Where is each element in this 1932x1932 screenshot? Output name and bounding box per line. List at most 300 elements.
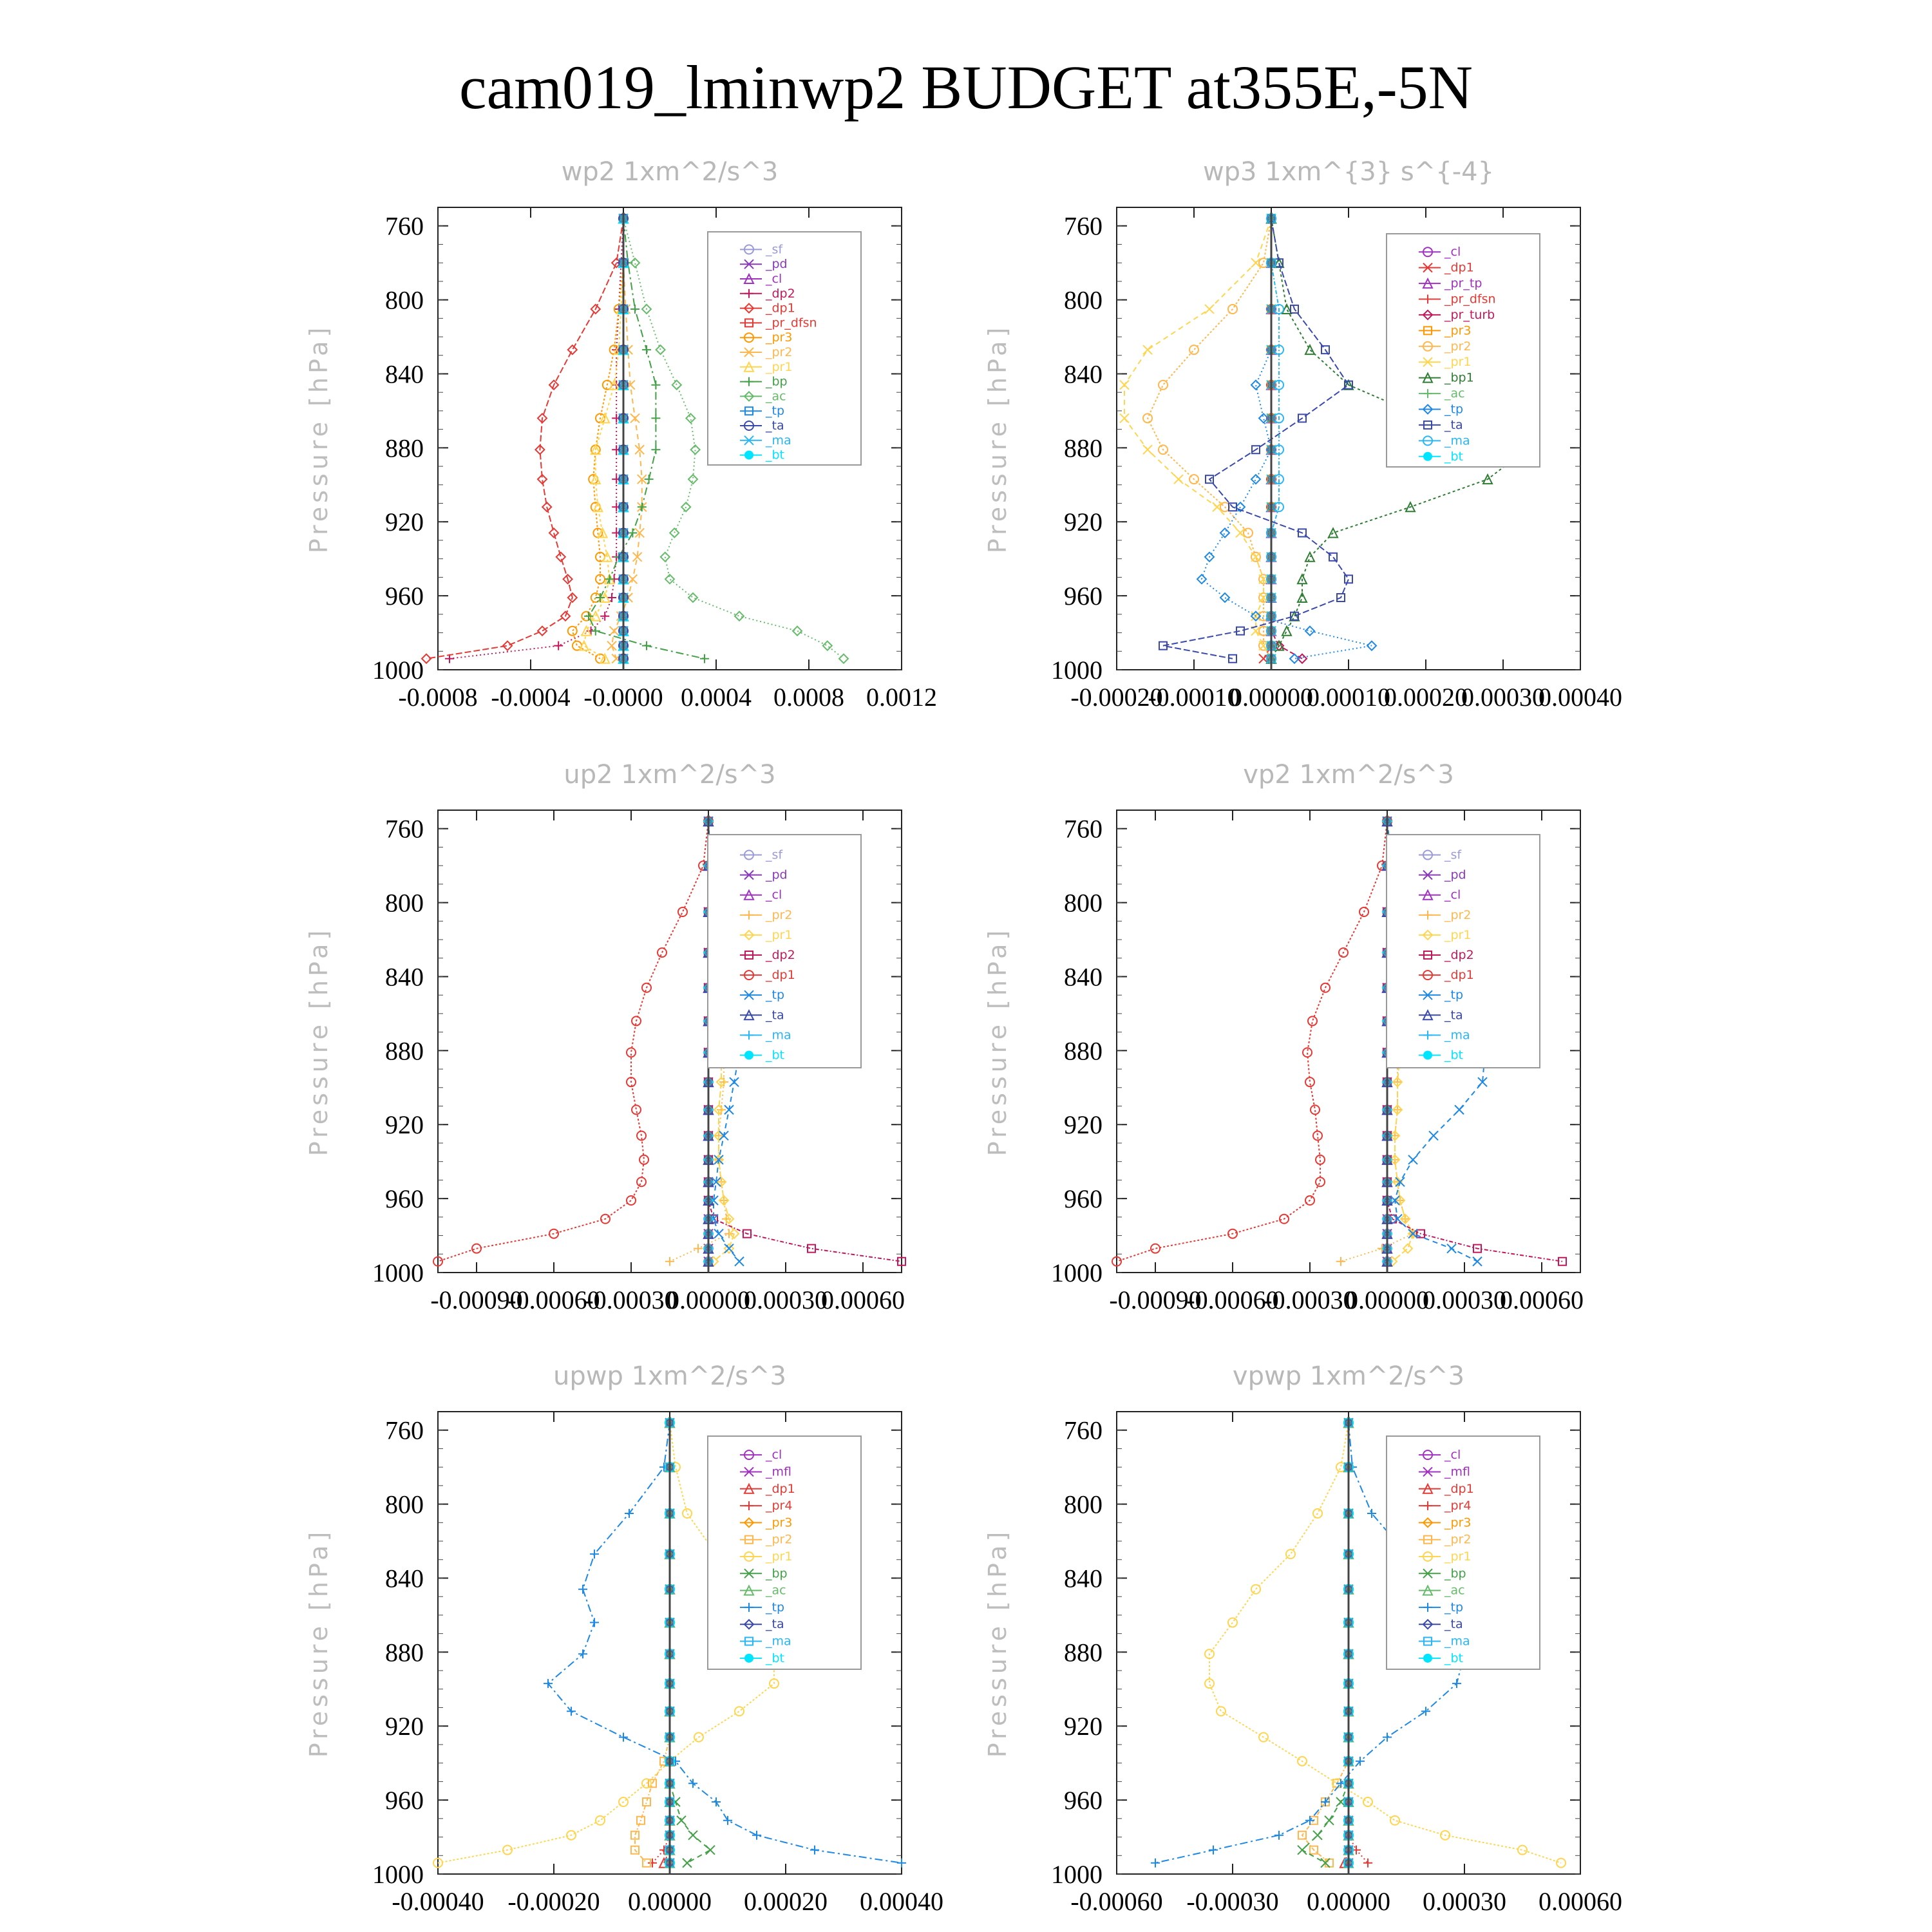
x-tick-label: 0.00000 xyxy=(667,1285,750,1314)
x-tick-label: 0.00060 xyxy=(1500,1285,1584,1314)
y-tick-label: 1000 xyxy=(1051,1860,1103,1889)
data-point xyxy=(724,1244,734,1253)
data-point xyxy=(1217,1707,1226,1716)
legend-label: _pd xyxy=(1444,867,1466,882)
legend-label: _cl xyxy=(1444,1448,1461,1463)
data-point xyxy=(591,627,600,636)
legend xyxy=(708,835,861,1068)
data-point xyxy=(752,1831,761,1840)
x-tick-label: -0.00010 xyxy=(1148,683,1240,712)
panel-5 xyxy=(305,1361,943,1916)
series-line xyxy=(584,218,623,659)
x-tick-label: -0.00030 xyxy=(585,1285,677,1314)
legend-label: _pr1 xyxy=(766,1549,793,1564)
x-tick-label: 0.0004 xyxy=(681,683,752,712)
y-tick-label: 920 xyxy=(385,1712,424,1741)
legend-label: _tp xyxy=(766,988,785,1003)
x-tick-label: 0.00000 xyxy=(1345,1285,1429,1314)
data-point xyxy=(651,445,660,454)
y-tick-label: 760 xyxy=(1064,814,1103,844)
y-tick-label: 880 xyxy=(1064,1638,1103,1667)
y-tick-label: 760 xyxy=(1064,1416,1103,1445)
data-point xyxy=(1336,1257,1345,1266)
legend-label: _bt xyxy=(1444,1048,1464,1063)
legend-label: _ac xyxy=(1444,1583,1465,1598)
legend-label: _tp xyxy=(766,1600,785,1615)
data-point xyxy=(1228,1618,1237,1627)
data-point xyxy=(793,627,802,636)
data-point xyxy=(1305,345,1314,354)
y-tick-label: 760 xyxy=(385,211,424,241)
data-point xyxy=(538,627,547,636)
data-point xyxy=(706,1846,715,1855)
legend-label: _bp xyxy=(766,1566,788,1581)
legend-label: _sf xyxy=(1444,848,1462,862)
series-tp xyxy=(1197,214,1376,663)
legend-label: _mfl xyxy=(766,1464,791,1479)
data-point xyxy=(1143,445,1152,454)
legend-label: _ma xyxy=(1444,1028,1470,1043)
legend-label: _cl xyxy=(766,1448,782,1463)
data-point xyxy=(596,1816,605,1825)
legend-label: _ac xyxy=(1444,386,1465,401)
data-point xyxy=(639,1155,649,1164)
data-point xyxy=(1205,1679,1214,1688)
y-tick-label: 760 xyxy=(385,1416,424,1445)
y-tick-label: 960 xyxy=(1064,1184,1103,1214)
data-point xyxy=(1298,1846,1307,1855)
panel-2 xyxy=(983,157,1622,712)
series-dp1 xyxy=(433,817,713,1266)
y-tick-label: 800 xyxy=(385,1490,424,1519)
data-point xyxy=(683,1509,692,1518)
data-point xyxy=(1390,1816,1399,1825)
y-tick-label: 800 xyxy=(385,888,424,918)
data-point xyxy=(651,413,660,422)
data-point xyxy=(683,1859,692,1868)
y-tick-label: 800 xyxy=(1064,285,1103,315)
y-tick-label: 920 xyxy=(1064,1110,1103,1140)
legend-label: _pr2 xyxy=(766,1532,793,1547)
data-point xyxy=(712,1797,721,1806)
legend-label: _pr_tp xyxy=(1444,276,1482,291)
legend-label: _ma xyxy=(1444,1634,1470,1649)
y-tick-label: 800 xyxy=(385,285,424,315)
legend-label: _mfl xyxy=(1444,1464,1470,1479)
legend-marker xyxy=(744,451,753,460)
data-point xyxy=(665,1257,674,1266)
legend-label: _pr1 xyxy=(766,927,793,942)
series-line xyxy=(652,1423,670,1863)
y-tick-label: 760 xyxy=(1064,211,1103,241)
legend-label: _cl xyxy=(1444,887,1461,902)
panel-1 xyxy=(305,157,937,712)
data-point xyxy=(568,627,577,636)
legend-label: _pr1 xyxy=(766,359,793,374)
legend-marker xyxy=(1423,1654,1432,1663)
x-tick-label: -0.0008 xyxy=(398,683,478,712)
y-tick-label: 840 xyxy=(1064,962,1103,992)
series-line xyxy=(635,1423,670,1863)
y-tick-label: 880 xyxy=(1064,1036,1103,1066)
series-pr1 xyxy=(1120,214,1276,663)
data-point xyxy=(556,553,565,562)
data-point xyxy=(642,641,651,650)
data-point xyxy=(735,1257,744,1266)
data-point xyxy=(1305,1816,1314,1825)
data-point xyxy=(627,1196,636,1205)
legend-label: _bt xyxy=(1444,449,1464,464)
series-line xyxy=(1163,218,1349,659)
legend-label: _pr2 xyxy=(766,907,793,922)
legend-marker xyxy=(1423,452,1432,461)
legend-label: _ta xyxy=(1444,1008,1463,1023)
legend-label: _bt xyxy=(1444,1651,1464,1665)
data-point xyxy=(1174,475,1183,484)
y-tick-label: 1000 xyxy=(1051,1258,1103,1287)
legend-label: _pr4 xyxy=(766,1499,793,1513)
data-point xyxy=(723,1816,732,1825)
data-point xyxy=(823,641,832,650)
legend-label: _pr1 xyxy=(1444,355,1472,370)
series-pr2 xyxy=(1143,214,1276,663)
x-tick-label: -0.00090 xyxy=(430,1285,523,1314)
y-axis-label: Pressure [hPa] xyxy=(305,323,333,554)
series-line xyxy=(670,1423,710,1863)
data-point xyxy=(600,612,609,621)
y-tick-label: 840 xyxy=(1064,359,1103,389)
y-tick-label: 960 xyxy=(1064,582,1103,611)
series-line xyxy=(438,821,708,1262)
legend-label: _ta xyxy=(766,419,784,433)
y-tick-label: 920 xyxy=(1064,1712,1103,1741)
series-line xyxy=(1349,1423,1368,1863)
y-tick-label: 1000 xyxy=(372,1860,424,1889)
y-tick-label: 840 xyxy=(1064,1564,1103,1593)
legend-label: _ta xyxy=(1444,1617,1463,1632)
data-point xyxy=(637,1177,646,1186)
data-point xyxy=(1518,1846,1527,1855)
legend-label: _sf xyxy=(766,848,783,862)
legend-label: _dp2 xyxy=(766,286,795,301)
legend-marker xyxy=(744,1654,753,1663)
data-point xyxy=(1189,345,1198,354)
legend-label: _pr2 xyxy=(1444,907,1472,922)
x-tick-label: -0.00020 xyxy=(1070,683,1163,712)
data-point xyxy=(1298,593,1307,602)
y-tick-label: 840 xyxy=(385,962,424,992)
x-tick-label: -0.0004 xyxy=(491,683,571,712)
series-dp1 xyxy=(422,214,628,663)
legend-label: _dp2 xyxy=(766,948,795,962)
panel-title: upwp 1xm^2/s^3 xyxy=(553,1361,786,1391)
x-tick-label: -0.00060 xyxy=(507,1285,600,1314)
x-tick-label: 0.00060 xyxy=(1539,1887,1622,1916)
data-point xyxy=(1274,1831,1283,1840)
x-tick-label: -0.00040 xyxy=(392,1887,484,1916)
data-point xyxy=(1159,381,1168,390)
legend-label: _tp xyxy=(1444,988,1464,1003)
data-point xyxy=(1473,1257,1482,1266)
panel-4 xyxy=(983,760,1584,1314)
legend-marker xyxy=(1423,1050,1432,1059)
y-tick-label: 960 xyxy=(385,1786,424,1815)
x-tick-label: 0.00040 xyxy=(1539,683,1622,712)
y-tick-label: 920 xyxy=(1064,507,1103,537)
legend-label: _pr2 xyxy=(1444,339,1472,354)
legend-label: _ta xyxy=(766,1008,784,1023)
series-line xyxy=(1302,1423,1349,1863)
legend xyxy=(1387,835,1540,1068)
y-tick-label: 800 xyxy=(1064,888,1103,918)
data-point xyxy=(1220,528,1229,537)
series-dp1 xyxy=(1112,817,1392,1266)
panel-title: wp2 1xm^2/s^3 xyxy=(561,157,779,187)
legend-marker xyxy=(744,1050,753,1059)
data-point xyxy=(610,627,619,636)
x-tick-label: 0.00040 xyxy=(860,1887,943,1916)
legend-label: _pr3 xyxy=(1444,1515,1472,1530)
data-point xyxy=(677,1816,686,1825)
legend-label: _pr3 xyxy=(1444,323,1472,338)
data-point xyxy=(1452,1679,1461,1688)
data-point xyxy=(1251,553,1260,562)
x-tick-label: 0.0012 xyxy=(866,683,937,712)
legend-label: _cl xyxy=(1444,245,1461,260)
data-point xyxy=(1305,553,1314,562)
data-point xyxy=(656,345,665,354)
y-axis-label: Pressure [hPa] xyxy=(983,1528,1012,1758)
x-tick-label: -0.00060 xyxy=(1186,1285,1279,1314)
legend-label: _ma xyxy=(1444,433,1470,448)
panel-title: up2 1xm^2/s^3 xyxy=(564,760,776,790)
panel-3 xyxy=(305,760,905,1314)
x-tick-label: 0.00030 xyxy=(1423,1887,1506,1916)
series-line xyxy=(1302,1423,1349,1863)
legend-label: _ac xyxy=(766,1583,786,1598)
legend-label: _ac xyxy=(766,389,786,404)
legend-label: _pr1 xyxy=(1444,927,1472,942)
y-tick-label: 920 xyxy=(385,507,424,537)
data-point xyxy=(578,1649,587,1658)
series-ta xyxy=(1159,214,1352,663)
legend-label: _ma xyxy=(766,433,791,448)
data-point xyxy=(1290,612,1299,621)
legend-label: _pr_dfsn xyxy=(766,316,817,330)
data-point xyxy=(700,654,709,663)
y-axis-label: Pressure [hPa] xyxy=(305,926,333,1157)
data-point xyxy=(670,528,679,537)
y-axis-label: Pressure [hPa] xyxy=(983,323,1012,554)
x-tick-label: 0.0008 xyxy=(773,683,844,712)
x-tick-label: -0.00030 xyxy=(1264,1285,1356,1314)
legend-label: _ta xyxy=(1444,417,1463,432)
legend-label: _pr4 xyxy=(1444,1499,1472,1513)
x-tick-label: 0.00020 xyxy=(1384,683,1468,712)
data-point xyxy=(688,1831,697,1840)
legend-label: _cl xyxy=(766,272,782,286)
legend-label: _bt xyxy=(766,1651,785,1665)
legend-label: _dp1 xyxy=(1444,260,1474,275)
data-point xyxy=(688,593,697,602)
data-point xyxy=(735,1707,744,1716)
x-tick-label: -0.00060 xyxy=(1070,1887,1163,1916)
x-tick-label: 0.00030 xyxy=(1461,683,1545,712)
data-point xyxy=(1282,627,1291,636)
y-tick-label: 840 xyxy=(385,1564,424,1593)
data-point xyxy=(1363,1859,1372,1868)
data-point xyxy=(1251,381,1260,390)
y-tick-label: 880 xyxy=(385,1638,424,1667)
series-line xyxy=(1117,821,1387,1262)
legend-label: _dp1 xyxy=(766,301,795,316)
legend-label: _cl xyxy=(766,887,782,902)
y-tick-label: 880 xyxy=(385,433,424,463)
data-point xyxy=(1143,345,1152,354)
legend-label: _bp1 xyxy=(1444,370,1474,385)
legend-label: _pr1 xyxy=(1444,1549,1472,1564)
panel-6 xyxy=(983,1361,1622,1916)
data-point xyxy=(1151,1244,1160,1253)
x-tick-label: -0.00030 xyxy=(1186,1887,1279,1916)
data-point xyxy=(643,1798,650,1806)
legend-label: _dp2 xyxy=(1444,948,1474,962)
data-point xyxy=(1313,1831,1322,1840)
data-point xyxy=(810,1846,819,1855)
data-point xyxy=(1286,1549,1295,1558)
y-tick-label: 1000 xyxy=(372,656,424,685)
data-point xyxy=(1220,593,1229,602)
data-point xyxy=(694,1244,703,1253)
data-point xyxy=(1120,413,1129,422)
data-point xyxy=(1151,1859,1160,1868)
legend-label: _pd xyxy=(766,867,788,882)
data-point xyxy=(688,475,697,484)
x-tick-label: 0.00000 xyxy=(628,1887,712,1916)
legend-label: _ma xyxy=(766,1634,791,1649)
y-tick-label: 960 xyxy=(385,582,424,611)
data-point xyxy=(686,413,695,422)
legend-label: _tp xyxy=(1444,1600,1464,1615)
legend-label: _pr2 xyxy=(1444,1532,1472,1547)
data-point xyxy=(1429,1131,1438,1140)
legend-label: _bt xyxy=(766,448,785,462)
x-tick-label: 0.00000 xyxy=(1307,1887,1390,1916)
data-point xyxy=(1120,381,1129,390)
panel-title: vpwp 1xm^2/s^3 xyxy=(1232,1361,1465,1391)
legend-label: _bp xyxy=(1444,1566,1466,1581)
x-tick-label: 0.00010 xyxy=(1307,683,1390,712)
data-point xyxy=(1316,1177,1325,1186)
y-tick-label: 880 xyxy=(1064,433,1103,463)
legend-label: _pr3 xyxy=(766,330,793,345)
data-point xyxy=(578,1585,587,1594)
y-tick-label: 880 xyxy=(385,1036,424,1066)
legend xyxy=(1387,234,1540,467)
legend-label: _dp1 xyxy=(766,968,795,983)
x-tick-label: 0.00020 xyxy=(744,1887,828,1916)
data-point xyxy=(714,1229,723,1238)
y-tick-label: 1000 xyxy=(1051,656,1103,685)
data-point xyxy=(590,1618,599,1627)
legend-label: _tp xyxy=(1444,402,1464,417)
data-point xyxy=(1305,627,1314,636)
x-tick-label: 0.00000 xyxy=(1229,683,1313,712)
legend-label: _pr3 xyxy=(766,1515,793,1530)
legend-label: _pr_turb xyxy=(1444,307,1495,322)
series-line xyxy=(426,218,623,659)
y-axis-label: Pressure [hPa] xyxy=(983,926,1012,1157)
legend-label: _dp1 xyxy=(1444,968,1474,983)
y-tick-label: 960 xyxy=(385,1184,424,1214)
data-point xyxy=(1209,1846,1218,1855)
y-tick-label: 1000 xyxy=(372,1258,424,1287)
panel-title: vp2 1xm^2/s^3 xyxy=(1243,760,1454,790)
x-tick-label: -0.00090 xyxy=(1109,1285,1202,1314)
x-tick-label: 0.00060 xyxy=(821,1285,905,1314)
data-point xyxy=(672,381,681,390)
legend xyxy=(1387,1436,1540,1669)
data-point xyxy=(897,1859,906,1868)
data-point xyxy=(554,641,563,650)
data-point xyxy=(630,305,639,314)
data-point xyxy=(1251,475,1260,484)
data-point xyxy=(678,907,687,916)
legend xyxy=(708,1436,861,1669)
data-point xyxy=(1345,575,1352,583)
data-point xyxy=(607,641,616,650)
data-point xyxy=(619,1732,628,1741)
x-tick-label: 0.00030 xyxy=(744,1285,828,1314)
legend-label: _pr2 xyxy=(766,345,793,359)
legend-label: _bp xyxy=(766,374,788,389)
data-point xyxy=(628,574,637,583)
figure-title: cam019_lminwp2 BUDGET at355E,-5N xyxy=(459,53,1473,122)
y-axis-label: Pressure [hPa] xyxy=(305,1528,333,1758)
panel-title: wp3 1xm^{3} s^{-4} xyxy=(1202,157,1495,187)
legend-label: _dp1 xyxy=(1444,1481,1474,1496)
data-point xyxy=(1447,1244,1456,1253)
series-line xyxy=(450,218,623,659)
y-tick-label: 760 xyxy=(385,814,424,844)
data-point xyxy=(1205,305,1214,314)
legend-label: _tp xyxy=(766,404,785,419)
legend-label: _sf xyxy=(766,242,783,257)
y-tick-label: 840 xyxy=(385,359,424,389)
series-line xyxy=(573,218,623,659)
y-tick-label: 920 xyxy=(385,1110,424,1140)
data-point xyxy=(642,345,651,354)
legend-label: _bt xyxy=(766,1048,785,1063)
y-tick-label: 960 xyxy=(1064,1786,1103,1815)
data-point xyxy=(735,612,744,621)
legend-label: _ma xyxy=(766,1028,791,1043)
legend-label: _ta xyxy=(766,1617,784,1632)
x-tick-label: 0.00030 xyxy=(1423,1285,1506,1314)
legend xyxy=(708,232,861,465)
legend-label: _pd xyxy=(766,257,788,272)
data-point xyxy=(1421,1707,1430,1716)
data-point xyxy=(1325,1816,1334,1825)
legend-label: _dp1 xyxy=(766,1481,795,1496)
y-tick-label: 800 xyxy=(1064,1490,1103,1519)
x-tick-label: -0.0000 xyxy=(583,683,663,712)
data-point xyxy=(651,381,660,390)
data-point xyxy=(568,345,577,354)
legend-label: _pr_dfsn xyxy=(1444,292,1496,307)
series-line xyxy=(1148,218,1271,659)
x-tick-label: -0.00020 xyxy=(507,1887,600,1916)
